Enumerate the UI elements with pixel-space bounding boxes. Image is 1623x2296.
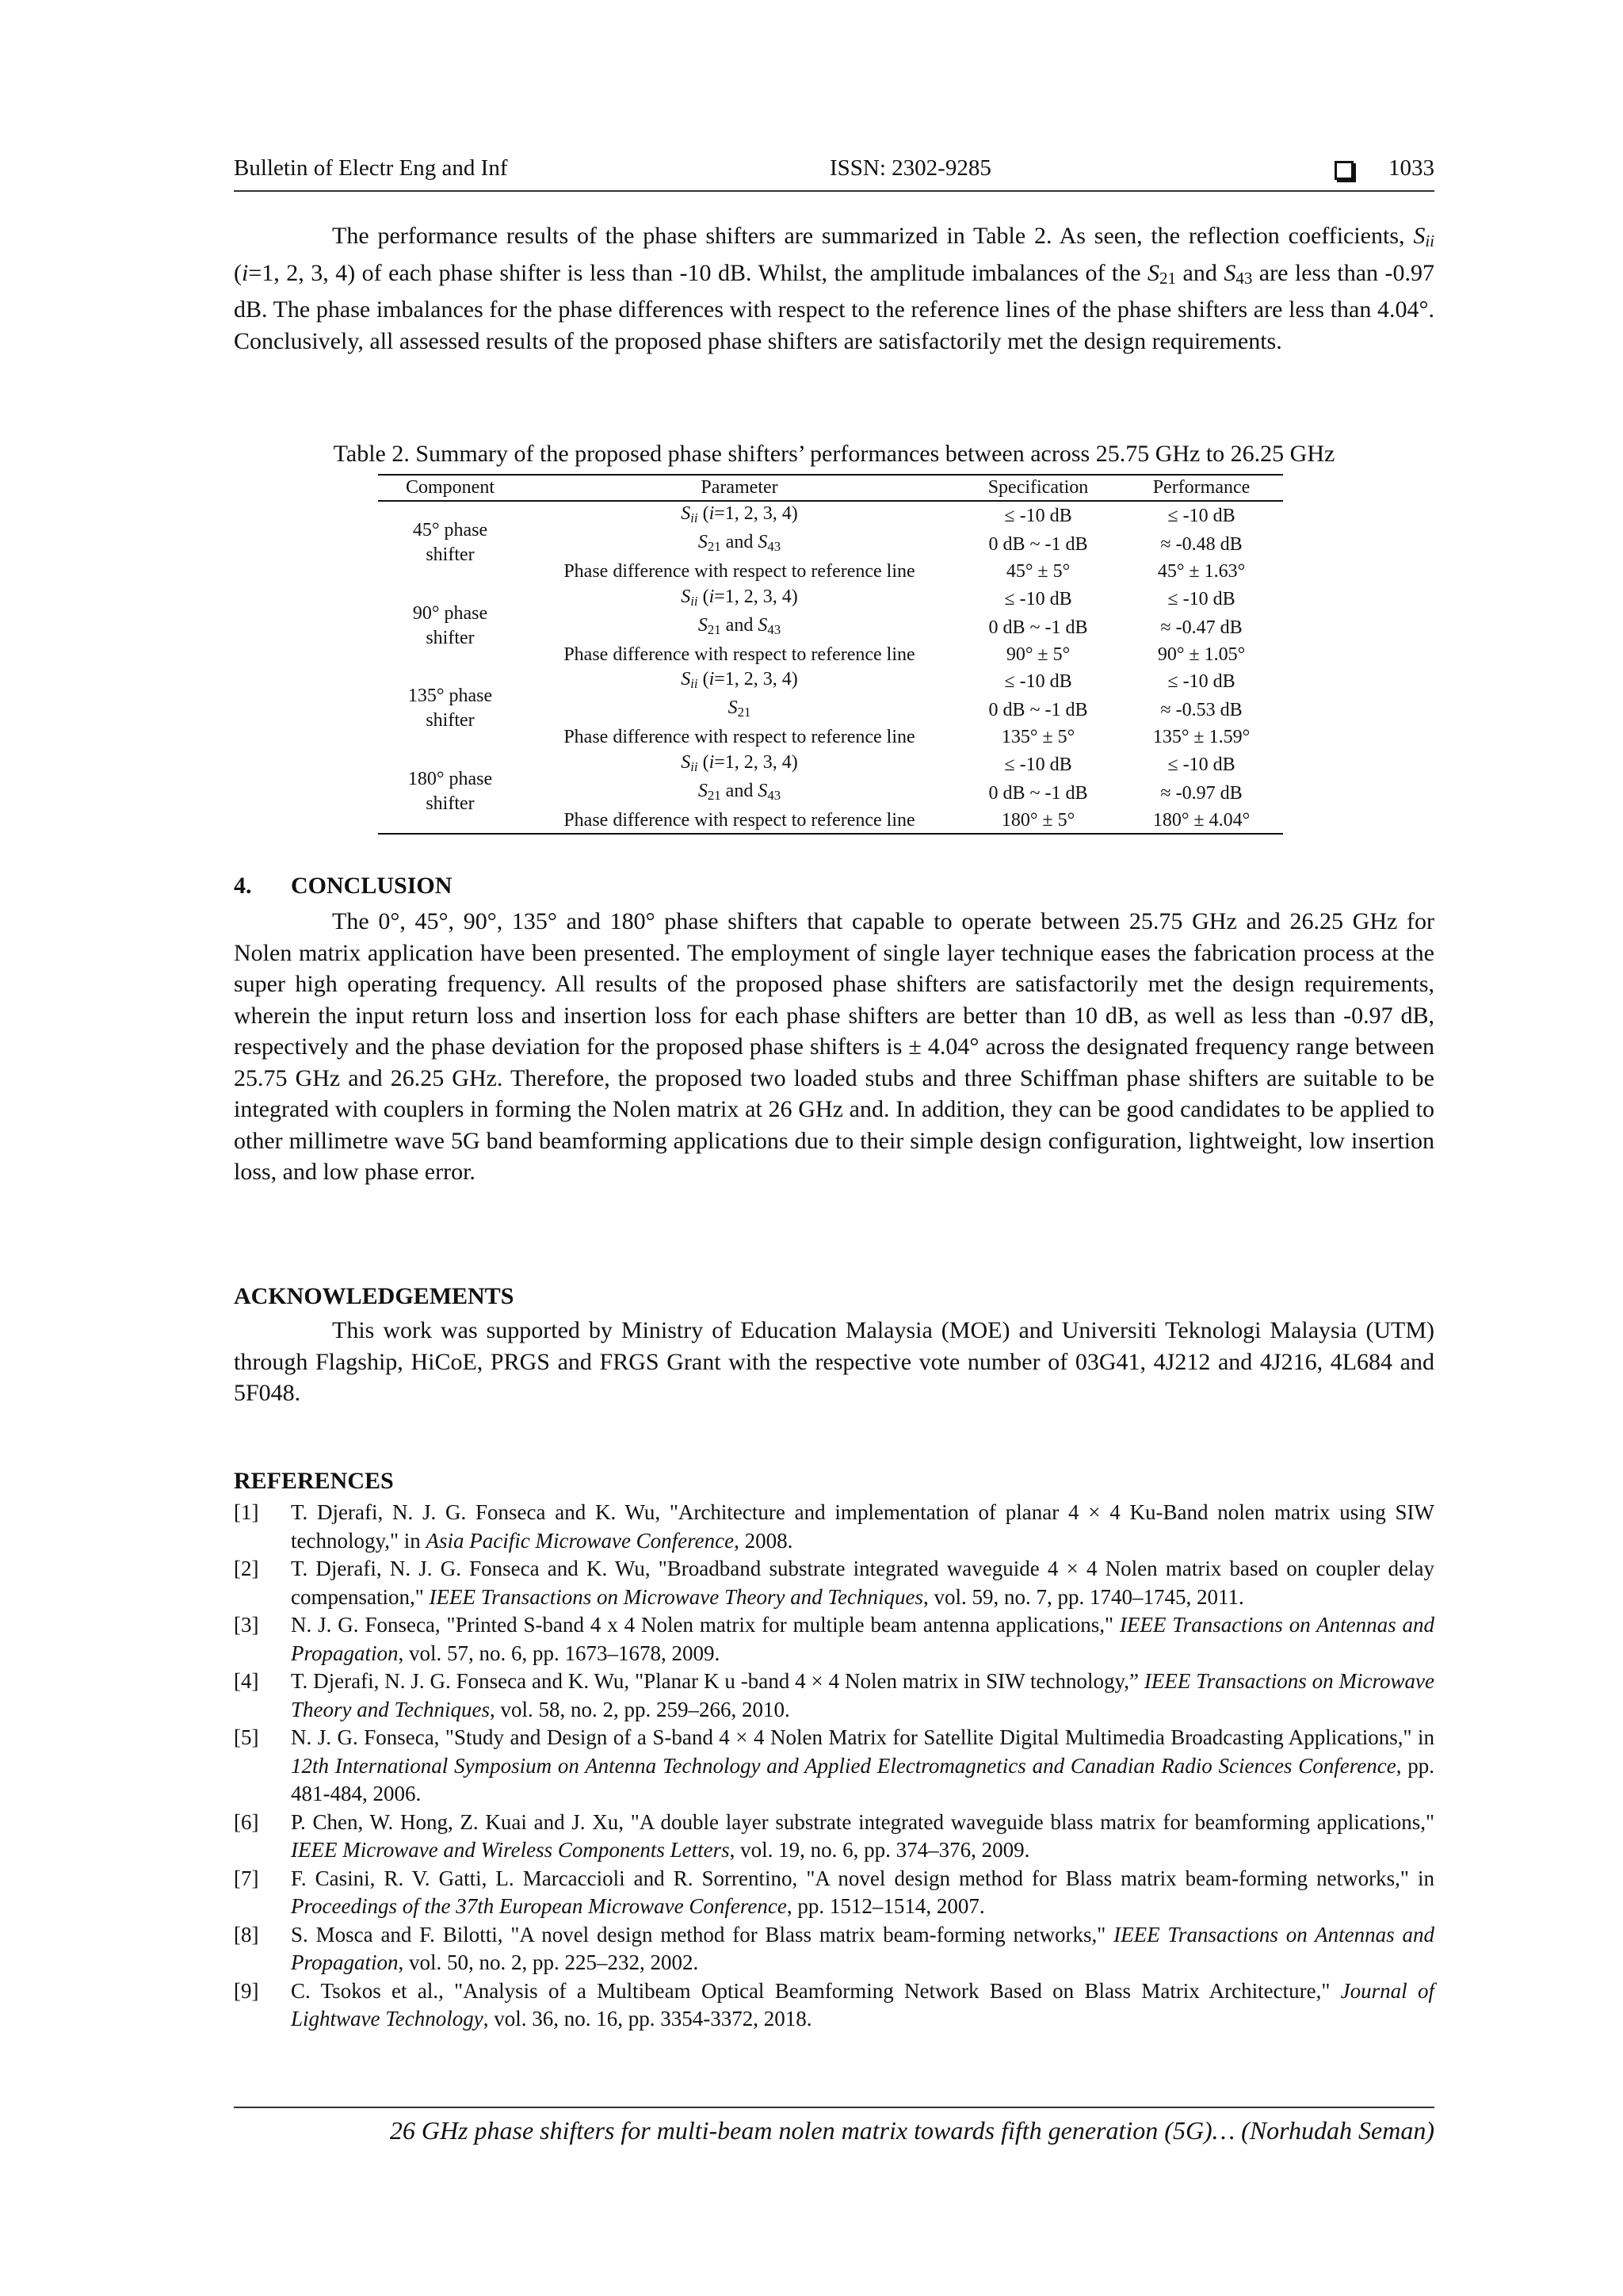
perf-cell: ≤ -10 dB	[1167, 754, 1235, 775]
conclusion-section	[234, 906, 1434, 1188]
reference-text: T. Djerafi, N. J. G. Fonseca and K. Wu, "Architecture and implementation of planar 4 × 4 Ku-Band nolen matrix using SIW technology," in Asia Pacific Microwave Conference, 2008.	[291, 1500, 1434, 1553]
perf-cell: ≈ -0.53 dB	[1160, 700, 1243, 720]
perf-cell: ≤ -10 dB	[1167, 506, 1235, 526]
header-component: Component	[378, 475, 522, 501]
reference-item	[234, 1865, 1434, 1921]
perf-cell: ≈ -0.97 dB	[1160, 782, 1243, 804]
journal-name: Bulletin of Electr Eng and Inf	[234, 155, 508, 181]
reference-item	[234, 1921, 1434, 1977]
perf-cell: 90° ± 1.05°	[1157, 644, 1246, 665]
parameter-cell: Phase difference with respect to reference line	[522, 808, 957, 835]
reference-number: [4]	[234, 1669, 259, 1693]
reference-number: [6]	[234, 1809, 259, 1834]
parameter-cell: $S_{ii}$ (i=1, 2, 3, 4)	[681, 751, 798, 774]
section-title: CONCLUSION	[291, 873, 453, 899]
reference-text: C. Tsokos et al., "Analysis of a Multibeam Optical Beamforming Network Based on Blass Matrix Architecture," Journal of Lightwave Technology, vol. 36, no. 16, pp. 3354-3372, 2018.	[291, 1978, 1434, 2030]
table-row	[378, 751, 1283, 779]
reference-number: [5]	[234, 1725, 259, 1749]
parameter-cell: $S_{21}$ and $S_{43}$	[697, 780, 781, 803]
section-number: 4.	[234, 873, 252, 899]
acknowledgements-paragraph: This work was supported by Ministry of Education Malaysia (MOE) and Universiti Teknologi Malaysia (UTM) through Flagship, HiCoE, PRGS and FRGS Grant with the respective vote number of 03G41, 4J212 and 4J216, 4L684 and 5F048.	[234, 1317, 1434, 1406]
square-bullet-icon	[1335, 161, 1354, 180]
page-number-group	[1335, 155, 1434, 181]
performance-table	[378, 474, 1283, 835]
header-performance: Performance	[1120, 475, 1283, 501]
reference-item	[234, 1724, 1434, 1809]
parameter-cell: $S_{21}$ and $S_{43}$	[697, 614, 781, 637]
page-footer: 26 GHz phase shifters for multi-beam nolen matrix towards fifth generation (5G)… (Norhudah Seman)	[234, 2107, 1434, 2145]
spec-cell: 0 dB ~ -1 dB	[988, 534, 1088, 555]
component-cell: 180° phase shifter	[378, 751, 522, 835]
perf-cell: ≈ -0.47 dB	[1160, 617, 1243, 638]
reference-number: [8]	[234, 1922, 259, 1946]
reference-number: [3]	[234, 1613, 259, 1637]
reference-text: N. J. G. Fonseca, "Study and Design of a S-band 4 × 4 Nolen Matrix for Satellite Digital Multimedia Broadcasting Applications," in 12th International Symposium on Antenna Technology and Applied Electromagnetics and Canadian Radio Sciences Conference, pp. 481-484, 2006.	[291, 1725, 1434, 1805]
reference-number: [7]	[234, 1866, 259, 1890]
reference-item	[234, 1499, 1434, 1555]
reference-number: [1]	[234, 1500, 259, 1524]
acknowledgements-heading: ACKNOWLEDGEMENTS	[234, 1283, 514, 1309]
table-caption: Table 2. Summary of the proposed phase shifters’ performances between across 25.75 GHz to 26.25 GHz	[333, 441, 1335, 467]
parameter-cell: $S_{ii}$ (i=1, 2, 3, 4)	[681, 669, 798, 691]
perf-cell: 180° ± 4.04°	[1120, 808, 1283, 835]
spec-cell: 0 dB ~ -1 dB	[988, 700, 1088, 720]
reference-text: N. J. G. Fonseca, "Printed S-band 4 x 4 Nolen matrix for multiple beam antenna applications," IEEE Transactions on Antennas and Propagation, vol. 57, no. 6, pp. 1673–1678, 2009.	[291, 1613, 1434, 1665]
spec-cell: ≤ -10 dB	[1004, 671, 1072, 692]
reference-text: T. Djerafi, N. J. G. Fonseca and K. Wu, "Broadband substrate integrated waveguide 4 × 4 Nolen matrix based on coupler delay compensation," IEEE Transactions on Microwave Theory and Techniques, vol. 59, no. 7, pp. 1740–1745, 2011.	[291, 1557, 1434, 1609]
reference-item	[234, 1555, 1434, 1611]
component-cell: 90° phase shifter	[412, 602, 488, 648]
spec-cell: ≤ -10 dB	[1004, 588, 1072, 609]
table-row	[378, 501, 1283, 530]
parameter-cell: Phase difference with respect to reference line	[563, 727, 915, 748]
reference-text: F. Casini, R. V. Gatti, L. Marcaccioli and R. Sorrentino, "A novel design method for Blass matrix beam-forming networks," in Proceedings of the 37th European Microwave Conference, pp. 1512–1514, 2007.	[291, 1866, 1434, 1918]
spec-cell: ≤ -10 dB	[1004, 754, 1072, 775]
spec-cell: 90° ± 5°	[1006, 644, 1071, 665]
reference-item	[234, 1611, 1434, 1668]
reference-item	[234, 1668, 1434, 1724]
issn: ISSN: 2302-9285	[830, 155, 991, 181]
component-cell: 45° phase shifter	[412, 520, 488, 566]
intro-paragraph: The performance results of the phase shifters are summarized in Table 2. As seen, the reflection coefficients, $S_{ii}$ (i=1, 2, 3, 4) of each phase shifter is less than -10 dB. Whilst, the amplitude imbalances of the $S_{21}$ and $S_{43}$ are less than -0.97 dB. The phase imbalances for the phase differences with respect to the reference lines of the phase shifters are less than 4.04°. Conclusively, all assessed results of the proposed phase shifters are satisfactorily met the design requirements.	[234, 223, 1435, 354]
component-cell: 135° phase shifter	[407, 686, 493, 732]
table-row	[378, 667, 1283, 696]
spec-cell: 135° ± 5°	[1001, 727, 1075, 748]
parameter-cell: $S_{21}$ and $S_{43}$	[697, 532, 781, 554]
table-header-row	[378, 475, 1283, 501]
spec-cell: 0 dB ~ -1 dB	[988, 782, 1088, 804]
perf-cell: ≤ -10 dB	[1167, 588, 1235, 609]
reference-number: [9]	[234, 1978, 259, 2003]
spec-cell: 0 dB ~ -1 dB	[988, 617, 1088, 638]
reference-item	[234, 1809, 1434, 1865]
perf-cell: 45° ± 1.63°	[1157, 561, 1246, 583]
reference-text: T. Djerafi, N. J. G. Fonseca and K. Wu, "Planar K u -band 4 × 4 Nolen matrix in SIW technology,” IEEE Transactions on Microwave Theory and Techniques, vol. 58, no. 2, pp. 259–266, 2010.	[291, 1669, 1435, 1721]
spec-cell: 45° ± 5°	[1006, 561, 1071, 583]
reference-number: [2]	[234, 1557, 259, 1580]
page-number: 1033	[1388, 155, 1434, 181]
reference-text: P. Chen, W. Hong, Z. Kuai and J. Xu, "A double layer substrate integrated waveguide blass matrix for beamforming applications," IEEE Microwave and Wireless Components Letters, vol. 19, no. 6, pp. 374–376, 2009.	[291, 1809, 1434, 1862]
intro-section	[234, 220, 1434, 357]
header-parameter: Parameter	[522, 475, 957, 501]
perf-cell: ≈ -0.48 dB	[1160, 534, 1243, 555]
perf-cell: 135° ± 1.59°	[1152, 727, 1251, 748]
parameter-cell: Phase difference with respect to reference line	[563, 561, 915, 583]
reference-item	[234, 1977, 1434, 2034]
perf-cell: ≤ -10 dB	[1167, 671, 1235, 692]
references-list	[234, 1499, 1434, 2034]
header-specification: Specification	[957, 475, 1120, 501]
page-header	[234, 155, 1434, 192]
reference-text: S. Mosca and F. Bilotti, "A novel design method for Blass matrix beam-forming networks," IEEE Transactions on Antennas and Propagation, vol. 50, no. 2, pp. 225–232, 2002.	[291, 1922, 1434, 1974]
parameter-cell: Phase difference with respect to reference line	[563, 644, 915, 665]
parameter-cell: $S_{ii}$ (i=1, 2, 3, 4)	[681, 586, 798, 609]
acknowledgements-section	[234, 1315, 1434, 1409]
references-heading: REFERENCES	[234, 1468, 394, 1494]
conclusion-paragraph: The 0°, 45°, 90°, 135° and 180° phase shifters that capable to operate between 25.75 GHz and 26.25 GHz for Nolen matrix application have been presented. The employment of single layer technique eases the fabrication process at the super high operating frequency. All results of the proposed phase shifters are satisfactorily met the design requirements, wherein the input return loss and insertion loss for each phase shifters are better than 10 dB, as well as less than -0.97 dB, respectively and the phase deviation for the proposed phase shifters is ± 4.04° across the designated frequency range between 25.75 GHz and 26.25 GHz. Therefore, the proposed two loaded stubs and three Schiffman phase shifters are suitable to be integrated with couplers in forming the Nolen matrix at 26 GHz and. In addition, they can be good candidates to be applied to other millimetre wave 5G band beamforming applications due to their simple design configuration, lightweight, low insertion loss, and low phase error.	[234, 908, 1434, 1185]
spec-cell: ≤ -10 dB	[1004, 506, 1072, 526]
parameter-cell: $S_{21}$	[727, 697, 751, 720]
parameter-cell: $S_{ii}$ (i=1, 2, 3, 4)	[681, 503, 798, 525]
table-row	[378, 585, 1283, 613]
spec-cell: 180° ± 5°	[957, 808, 1120, 835]
conclusion-heading	[234, 873, 452, 900]
